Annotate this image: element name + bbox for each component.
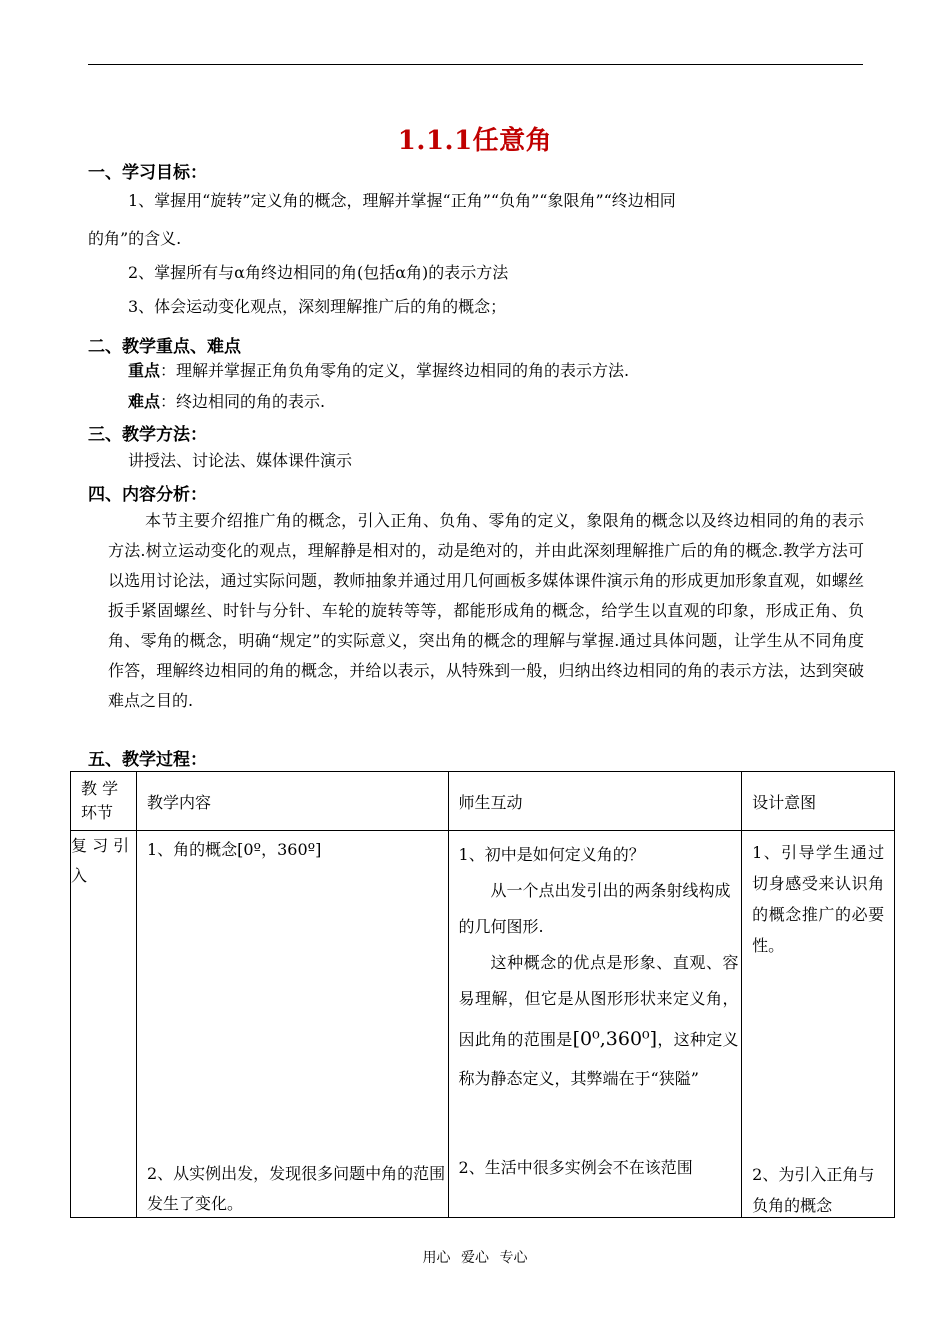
header-interaction: 师生互动 [448, 772, 742, 831]
difficult-text: ：终边相同的角的表示. [160, 392, 326, 411]
heading-content-analysis: 四、内容分析： [88, 485, 207, 505]
content-item-1: 1、角的概念[0º，360º] [146, 840, 322, 859]
heading-key-points: 二、教学重点、难点 [88, 337, 241, 357]
heading-learning-goals: 一、学习目标： [88, 163, 207, 183]
interaction-answer-2-end: ，这种定义称为静态定义，其弊端在于“狭隘” [458, 1030, 739, 1088]
angle-range: [0⁰,360⁰] [572, 1028, 658, 1050]
interaction-item-2: 2、生活中很多实例会不在该范围 [458, 1158, 693, 1177]
stage-cell: 复 习 引 入 [71, 831, 137, 1218]
design-cell [742, 831, 895, 1218]
heading-teaching-process: 五、教学过程： [88, 750, 207, 770]
header-content: 教学内容 [136, 772, 448, 831]
goal-1-cont: 的角”的含义. [88, 229, 182, 248]
teaching-process-table [70, 771, 895, 1218]
interaction-answer-2 [459, 945, 739, 1097]
interaction-cell [448, 831, 742, 1218]
difficult-label: 难点 [128, 392, 161, 411]
table-header-row [71, 772, 895, 831]
goal-2: 2、掌握所有与α角终边相同的角(包括α角)的表示方法 [128, 263, 509, 282]
page-footer: 用心 爱心 专心 [422, 1250, 528, 1266]
header-stage: 教 学 环节 [71, 772, 137, 831]
design-intent-2: 2、为引入正角与负角的概念 [752, 1165, 875, 1215]
table-row [71, 831, 895, 1218]
key-text: ：理解并掌握正角负角零角的定义，掌握终边相同的角的表示方法. [160, 361, 630, 380]
content-item-2: 2、从实例出发，发现很多问题中角的范围发生了变化。 [146, 1164, 446, 1213]
teaching-method-text: 讲授法、讨论法、媒体课件演示 [128, 451, 353, 470]
interaction-question: 1、初中是如何定义角的？ [458, 845, 645, 864]
interaction-answer-1: 从一个点出发引出的两条射线构成的几何图形. [458, 881, 731, 936]
interaction-block [459, 837, 739, 1097]
goal-3: 3、体会运动变化观点，深刻理解推广后的角的概念； [128, 297, 507, 316]
header-design-intent: 设计意图 [742, 772, 895, 831]
heading-teaching-method: 三、教学方法： [88, 425, 207, 445]
design-intent-1: 1、引导学生通过切身感受来认识角的概念推广的必要性。 [752, 843, 885, 955]
interaction-answer-2-text: 这种概念的优点是形象、直观、容易理解，但它是从图形形状来定义角，因此角的范围是 [458, 953, 739, 1049]
key-label: 重点 [128, 361, 161, 380]
content-analysis-text: 本节主要介绍推广角的概念，引入正角、负角、零角的定义，象限角的概念以及终边相同的角的表示方法.树立运动变化的观点，理解静是相对的，动是绝对的，并由此深刻理解推广后的角的概念.教学方法可以选用讨论法，通过实际问题，教师抽象并通过用几何画板多媒体课件演示角的形成更加形象直观，如螺丝扳手紧固螺丝、时针与分针、车轮的旋转等等，都能形成角的概念，给学生以直观的印象，形成正角、负角、零角的概念，明确“规定”的实际意义，突出角的概念的理解与掌握.通过具体问题，让学生从不同角度作答，理解终边相同的角的概念，并给以表示，从特殊到一般，归纳出终边相同的角的表示方法，达到突破难点之目的. [108, 511, 864, 710]
key-point [128, 354, 629, 387]
difficult-point [128, 385, 325, 418]
page-title: 1.1.1任意角 [397, 126, 553, 156]
content-cell [136, 831, 448, 1218]
goal-1: 1、掌握用“旋转”定义角的概念，理解并掌握“正角”“负角”“象限角”“终边相同 [128, 191, 676, 210]
header-rule [88, 64, 863, 65]
